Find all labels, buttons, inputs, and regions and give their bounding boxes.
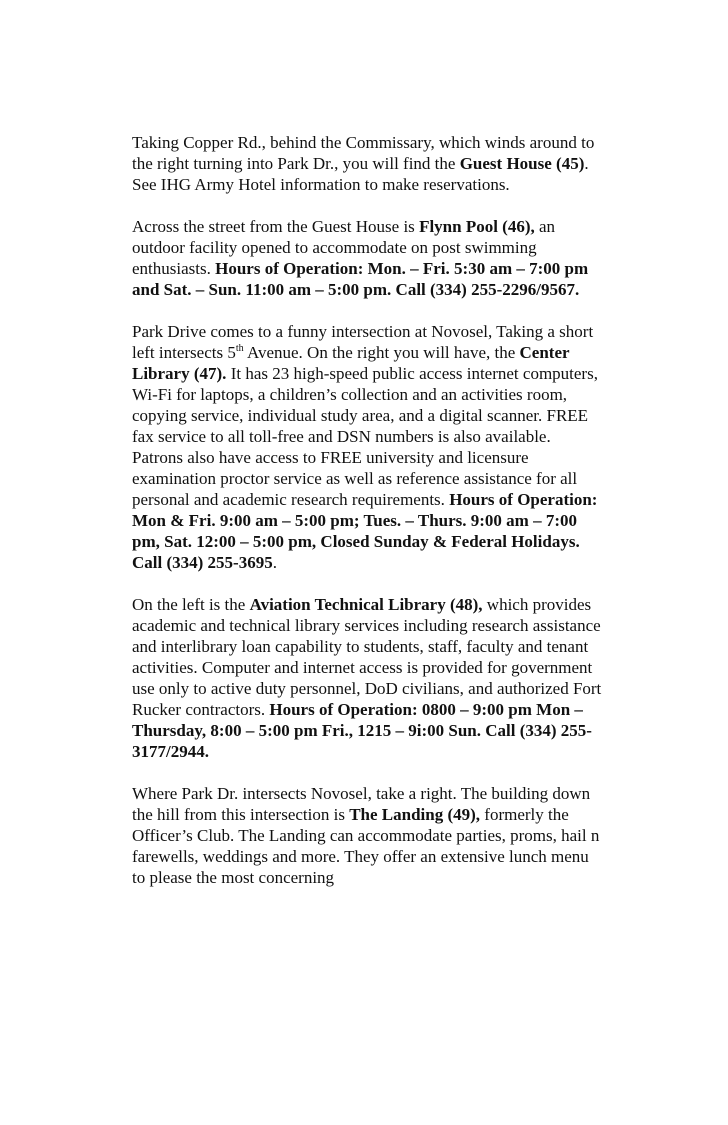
paragraph-the-landing: [132, 783, 602, 888]
paragraph-guest-house: [132, 132, 602, 195]
bold-text: Hours of Operation: Mon. – Fri. 5:30 am – 7:00 pm and Sat. – Sun. 11:00 am – 5:00 pm. Call (334) 255-2296/9567.: [132, 259, 589, 299]
bold-text: Guest House (45): [459, 154, 585, 173]
paragraph-aviation-library: [132, 594, 602, 762]
body-text: an outdoor facility opened to accommodate on post swimming enthusiasts.: [132, 217, 556, 278]
body-text: .: [272, 553, 277, 572]
document-page: [132, 132, 602, 909]
body-text: formerly the Officer’s Club. The Landing can accommodate parties, proms, hail n farewells, weddings and more. They offer an extensive lunch menu to please the most concerning: [132, 805, 600, 887]
paragraph-flynn-pool: [132, 216, 602, 300]
body-text: Park Drive comes to a funny intersection at Novosel, Taking a short left intersects 5: [132, 322, 594, 362]
body-text: . See IHG Army Hotel information to make reservations.: [132, 154, 589, 194]
body-text: It has 23 high-speed public access internet computers, Wi-Fi for laptops, a children’s collection and an activities room, copying service, individual study area, and a digital scanner. FREE fax service to all toll-free and DSN numbers is also available. Patrons also have access to FREE university and licensure examination proctor service as well as reference assistance for all personal and academic research requirements.: [132, 364, 598, 509]
bold-text: Hours of Operation: Mon & Fri. 9:00 am – 5:00 pm; Tues. – Thurs. 9:00 am – 7:00 pm, Sat. 12:00 – 5:00 pm, Closed Sunday & Federal Holidays. Call (334) 255-3695: [132, 490, 598, 572]
body-text: which provides academic and technical library services including research assistance and interlibrary loan capability to students, staff, faculty and tenant activities. Computer and internet access is provided for government use only to active duty personnel, DoD civilians, and authorized Fort Rucker contractors.: [132, 595, 602, 719]
body-text: Avenue. On the right you will have, the: [243, 343, 520, 362]
body-text: Where Park Dr. intersects Novosel, take a right. The building down the hill from this intersection is: [132, 784, 591, 824]
paragraph-center-library: [132, 321, 602, 573]
body-text: On the left is the: [132, 595, 250, 614]
bold-text: Center Library (47).: [132, 343, 570, 383]
body-text: Across the street from the Guest House is: [132, 217, 420, 236]
body-text: Taking Copper Rd., behind the Commissary, which winds around to the right turning into Park Dr., you will find the: [132, 133, 595, 173]
bold-text: Hours of Operation: 0800 – 9:00 pm Mon – Thursday, 8:00 – 5:00 pm Fri., 1215 – 9i:00 Sun. Call (334) 255-3177/2944.: [132, 700, 592, 761]
bold-text: The Landing (49),: [349, 805, 481, 824]
bold-text: Aviation Technical Library (48),: [249, 595, 483, 614]
superscript-text: th: [235, 343, 244, 354]
bold-text: Flynn Pool (46),: [419, 217, 535, 236]
